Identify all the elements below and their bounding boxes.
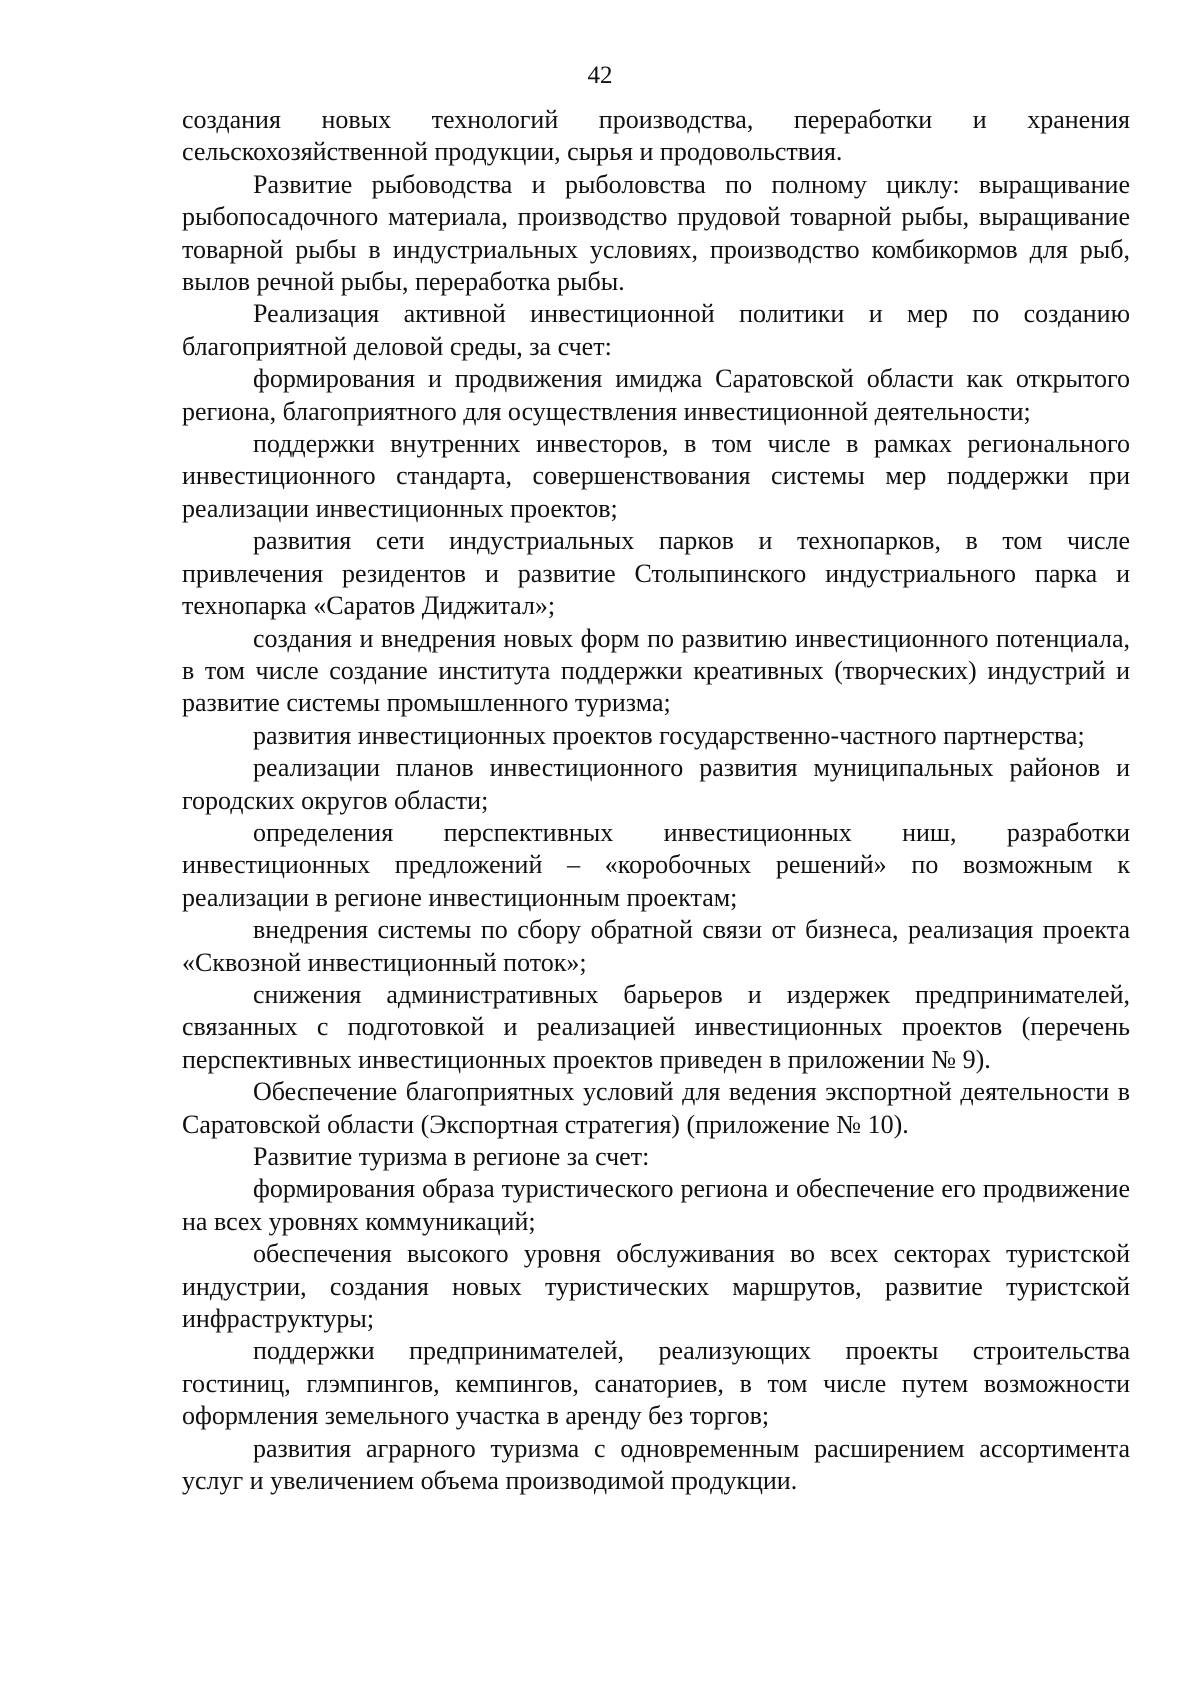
paragraph: Обеспечение благоприятных условий для ведения экспортной деятельности в Саратовской области (Экспортная стратегия) (приложение № 10). xyxy=(182,1077,1130,1139)
paragraph: формирования и продвижения имиджа Саратовской области как открытого региона, благоприятного для осуществления инвестиционной деятельности; xyxy=(182,364,1130,426)
paragraph: формирования образа туристического региона и обеспечение его продвижение на всех уровнях коммуникаций; xyxy=(182,1174,1130,1236)
page-number: 42 xyxy=(587,62,613,89)
paragraph: создания новых технологий производства, переработки и хранения сельскохозяйственной продукции, сырья и продовольствия. xyxy=(182,105,1130,167)
paragraph: Развитие туризма в регионе за счет: xyxy=(253,1142,650,1171)
paragraph: снижения административных барьеров и издержек предпринимателей, связанных с подготовкой и реализацией инвестиционных проектов (перечень перспективных инвестиционных проектов приведен в приложении № 9). xyxy=(182,979,1130,1074)
paragraph: развития инвестиционных проектов государственно-частного партнерства; xyxy=(253,720,1085,750)
paragraph: определения перспективных инвестиционных ниш, разработки инвестиционных предложений – «коробочных решений» по возможным к реализации в регионе инвестиционным проектам; xyxy=(182,817,1130,912)
paragraph: реализации планов инвестиционного развития муниципальных районов и городских округов области; xyxy=(182,753,1130,815)
paragraph: развития аграрного туризма с одновременным расширением ассортимента услуг и увеличением объема производимой продукции. xyxy=(182,1433,1130,1496)
paragraph: поддержки внутренних инвесторов, в том числе в рамках регионального инвестиционного стандарта, совершенствования системы мер поддержки при реализации инвестиционных проектов; xyxy=(182,429,1130,523)
paragraph: создания и внедрения новых форм по развитию инвестиционного потенциала, в том числе создание института поддержки креативных (творческих) индустрий и развитие системы промышленного туризма; xyxy=(182,623,1130,718)
paragraph: внедрения системы по сбору обратной связи от бизнеса, реализация проекта «Сквозной инвестиционный поток»; xyxy=(182,915,1130,977)
paragraph: обеспечения высокого уровня обслуживания во всех секторах туристской индустрии, создания новых туристических маршрутов, развитие туристской инфраструктуры; xyxy=(182,1239,1130,1334)
paragraph: поддержки предпринимателей, реализующих проекты строительства гостиниц, глэмпингов, кемпингов, санаториев, в том числе путем возможности оформления земельного участка в аренду без торгов; xyxy=(182,1336,1130,1431)
paragraph: Реализация активной инвестиционной политики и мер по созданию благоприятной деловой среды, за счет: xyxy=(182,299,1130,361)
paragraph: Развитие рыбоводства и рыболовства по полному циклу: выращивание рыбопосадочного материала, производство прудовой товарной рыбы, выращивание товарной рыбы в индустриальных условиях, производство комбикормов для рыб, вылов речной рыбы, переработка рыбы. xyxy=(182,169,1130,297)
document-body xyxy=(182,104,1130,1497)
paragraph: развития сети индустриальных парков и технопарков, в том числе привлечения резидентов и развитие Столыпинского индустриального парка и технопарка «Саратов Диджитал»; xyxy=(182,526,1130,621)
